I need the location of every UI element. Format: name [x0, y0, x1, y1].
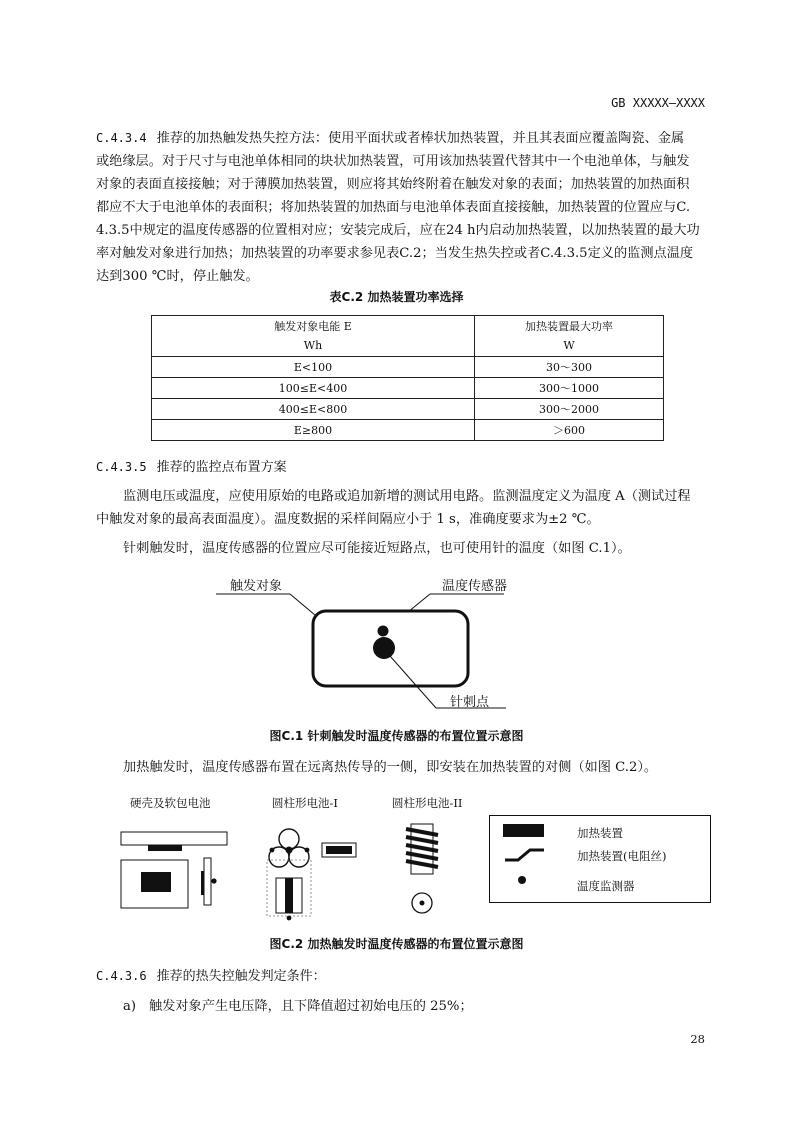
- figure-c2-drawings: [110, 815, 490, 925]
- table-cell: E<100: [152, 357, 475, 378]
- paragraph-line: 或绝缘层。对于尺寸与电池单体相同的块状加热装置，可用该加热装置代替其中一个电池单体，与触发: [96, 154, 690, 169]
- paragraph-line: 都应不大于电池单体的表面积；将加热装置的加热面与电池单体表面直接接触，加热装置的位置应与C.: [96, 200, 691, 215]
- header-label: 加热装置最大功率: [525, 320, 613, 333]
- paragraph-line: 达到300 ℃时，停止触发。: [96, 269, 259, 284]
- header-cell-power: [475, 316, 664, 357]
- document-id: GB XXXXX—XXXX: [611, 96, 705, 110]
- paragraph-line: 对象的表面直接接触；对于薄膜加热装置，则应将其始终附着在触发对象的表面；加热装置的加热面积: [96, 177, 690, 192]
- heater-rod: [285, 878, 293, 913]
- heater-plate: [121, 832, 227, 845]
- heater-block: [326, 846, 352, 854]
- paragraph-heating: 加热触发时，温度传感器布置在远离热传导的一侧，即安装在加热装置的对侧（如图 C.2）。: [123, 760, 658, 775]
- page-number: 28: [690, 1032, 705, 1046]
- paragraph-monitoring: [96, 485, 736, 531]
- section-c4335-heading: [96, 456, 287, 475]
- list-item-text: 触发对象产生电压降，且下降值超过初始电压的 25%；: [149, 999, 473, 1014]
- resistance-wire-icon: [504, 846, 546, 864]
- section-c4336-heading: [96, 965, 326, 984]
- temp-sensor-dot: [378, 626, 389, 637]
- section-number: C.4.3.6: [96, 969, 147, 983]
- temp-monitor-dot: [211, 878, 216, 883]
- label-cylindrical-1: 圆柱形电池-I: [272, 796, 338, 810]
- table-cell: E≥800: [152, 420, 475, 441]
- section-number: C.4.3.5: [96, 460, 147, 474]
- figure-c2-caption: 图C.2 加热触发时温度传感器的布置位置示意图: [269, 937, 524, 951]
- label-cylindrical-2: 圆柱形电池-II: [392, 796, 463, 810]
- table-cell: 100≤E<400: [152, 378, 475, 399]
- temp-monitor-icon: [518, 876, 526, 884]
- heater-swatch: [503, 824, 544, 837]
- section-title: 推荐的监控点布置方案: [156, 460, 287, 475]
- cylindrical-1-drawing: [267, 829, 356, 920]
- paragraph-line: 4.3.5中规定的温度传感器的位置相对应；安装完成后，应在24 h内启动加热装置，以加热装置的最大功: [96, 223, 700, 238]
- table-cell: 30～300: [475, 357, 664, 378]
- temp-monitor-dot: [270, 848, 275, 853]
- label-temp-sensor: 温度传感器: [442, 579, 508, 594]
- table-cell: 300～1000: [475, 378, 664, 399]
- table-cell: 300～2000: [475, 399, 664, 420]
- table-cell: ＞600: [475, 420, 664, 441]
- header-cell-energy: [152, 316, 475, 357]
- table-row: [152, 399, 664, 420]
- temp-monitor-dot: [305, 848, 310, 853]
- header-unit: Wh: [303, 339, 323, 352]
- temp-monitor-dot: [287, 916, 292, 921]
- section-title: 推荐的热失控触发判定条件：: [156, 969, 326, 984]
- table-row: [152, 378, 664, 399]
- table-row: [152, 420, 664, 441]
- figure-c1-caption: 图C.1 针刺触发时温度传感器的布置位置示意图: [269, 729, 524, 743]
- cylindrical-2-drawing: [406, 824, 438, 913]
- label-needle-point: 针刺点: [450, 695, 490, 710]
- section-c4334: [96, 127, 736, 288]
- paragraph-line: 监测电压或温度，应使用原始的电路或追加新增的测试用电路。监测温度定义为温度 A（测试过程: [123, 489, 691, 504]
- needle-point-dot: [373, 637, 395, 659]
- table-caption: 表C.2 加热装置功率选择: [329, 290, 464, 304]
- temp-monitor-dot: [420, 901, 425, 906]
- paragraph-line: 推荐的加热触发热失控方法：使用平面状或者棒状加热装置，并且其表面应覆盖陶瓷、金属: [156, 131, 685, 146]
- hard-soft-battery-drawing: [121, 832, 227, 908]
- table-header-row: [152, 316, 664, 357]
- heater-strip: [201, 871, 204, 895]
- legend-heater: 加热装置: [577, 826, 623, 840]
- paragraph-line: 中触发对象的最高表面温度）。温度数据的采样间隔应小于 1 s，准确度要求为±2 ℃。: [96, 512, 600, 527]
- heater-block: [148, 845, 182, 851]
- figure-c2-legend: [489, 815, 711, 903]
- battery-side-view: [204, 858, 211, 905]
- heater-center: [286, 847, 293, 854]
- list-marker: a): [123, 999, 137, 1014]
- list-item-a: [123, 995, 473, 1018]
- cell-circle: [279, 829, 299, 849]
- legend-temp-monitor: 温度监测器: [577, 879, 635, 893]
- header-label: 触发对象电能 E: [274, 320, 352, 333]
- section-number: C.4.3.4: [96, 131, 147, 145]
- label-trigger-object: 触发对象: [230, 579, 283, 594]
- table-cell: 400≤E<800: [152, 399, 475, 420]
- header-unit: W: [563, 339, 575, 352]
- power-table: [151, 315, 664, 441]
- legend-heater-wire: 加热装置(电阻丝): [577, 849, 667, 863]
- label-hard-soft-battery: 硬壳及软包电池: [130, 796, 211, 810]
- paragraph-needle: 针刺触发时，温度传感器的位置应尽可能接近短路点，也可使用针的温度（如图 C.1）。: [123, 541, 631, 556]
- table-row: [152, 357, 664, 378]
- heater-block: [141, 872, 171, 892]
- paragraph-line: 率对触发对象进行加热；加热装置的功率要求参见表C.2；当发生热失控或者C.4.3.5定义的监测点温度: [96, 246, 694, 261]
